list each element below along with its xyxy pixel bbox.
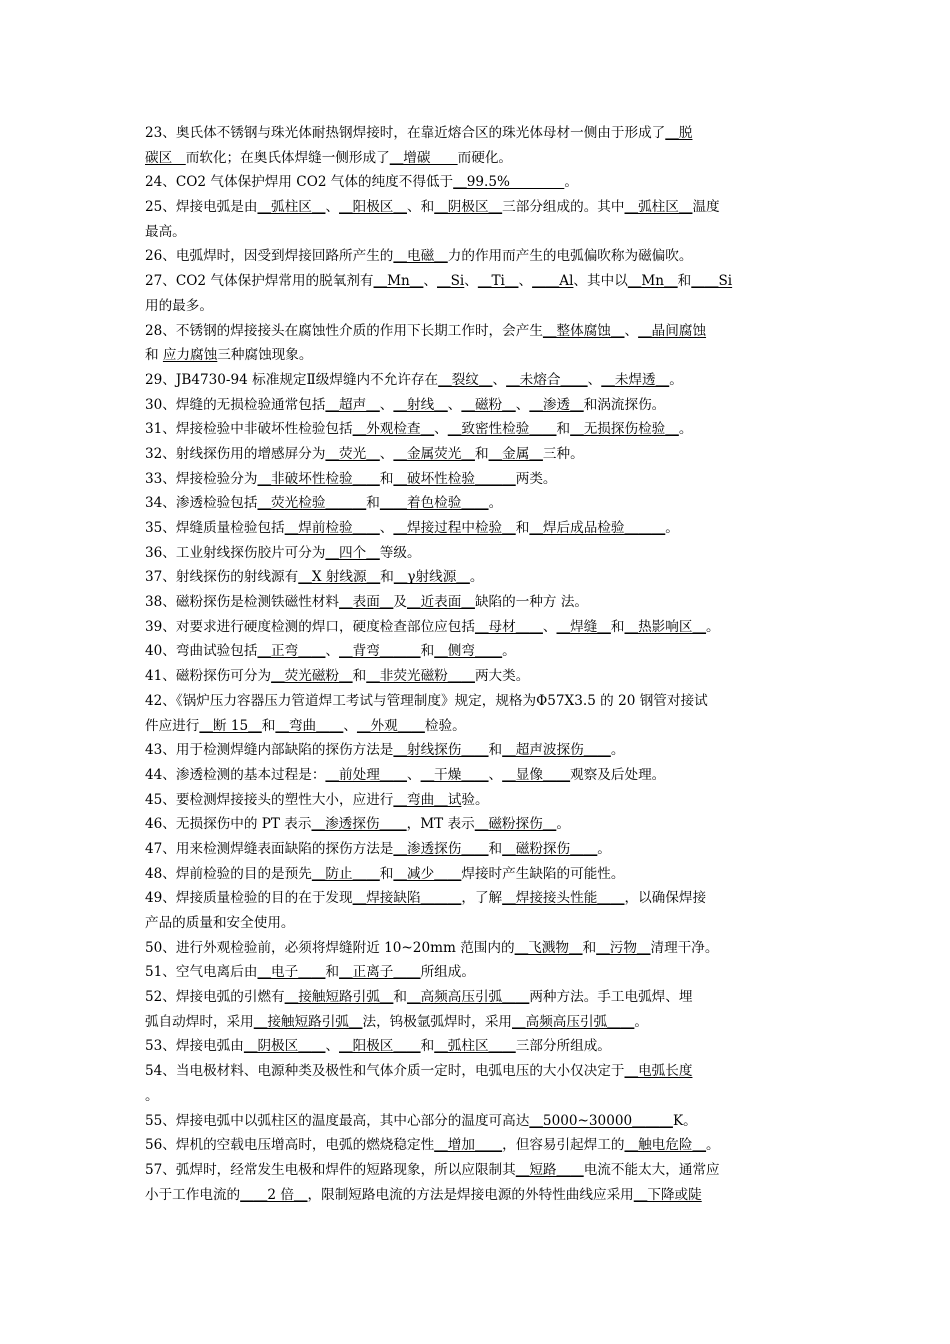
- text-line: [145, 121, 809, 146]
- line-text: 。: [502, 643, 516, 660]
- line-text: 和: [325, 964, 340, 981]
- answer-blank: ＿四个＿: [325, 544, 380, 561]
- line-text: 和: [582, 939, 597, 956]
- text-line: [145, 294, 809, 319]
- line-text: 。: [706, 1137, 720, 1154]
- answer-blank: ＿非荧光磁粉＿＿: [366, 668, 475, 685]
- answer-blank: ＿金属荧光＿: [393, 445, 475, 462]
- line-text: 和: [366, 495, 380, 512]
- line-text: 和: [420, 1038, 435, 1055]
- line-text: 42、《锅炉压力容器压力管道焊工考试与管理制度》规定，规格为Φ57X3.5 的 20 钢管对接试: [145, 692, 708, 709]
- line-text: 31、焊接检验中非破坏性检验包括: [145, 421, 353, 438]
- line-text: 两大类。: [474, 668, 530, 685]
- text-line: [145, 1133, 809, 1158]
- line-text: 。: [564, 174, 578, 191]
- line-text: 温度: [692, 199, 720, 216]
- answer-blank: ＿侧弯＿＿: [434, 643, 503, 660]
- answer-blank: ＿γ射线源＿: [393, 569, 470, 586]
- line-text: 、: [492, 371, 507, 388]
- line-text: 47、用来检测焊缝表面缺陷的探伤方法是: [145, 840, 394, 857]
- line-text: 而硬化。: [457, 149, 513, 166]
- line-text: ，以确保焊接: [624, 890, 707, 907]
- text-line: [145, 639, 809, 664]
- line-text: 44、渗透检测的基本过程是：: [145, 766, 326, 783]
- text-line: [145, 1109, 809, 1134]
- line-text: ，限制短路电流的方法是焊接电源的外特性曲线应采用: [307, 1186, 634, 1203]
- line-text: 、和: [407, 199, 435, 216]
- answer-blank: ＿Mn＿: [627, 273, 678, 290]
- line-text: 54、当电极材料、电源种类及极性和气体介质一定时，电弧电压的大小仅决定于: [145, 1063, 625, 1080]
- answer-blank: ＿荧光磁粉＿: [271, 668, 353, 685]
- line-text: 57、弧焊时，经常发生电极和焊件的短路现象，所以应限制其: [145, 1161, 516, 1178]
- line-text: 、: [325, 199, 340, 216]
- line-text: 、: [515, 396, 530, 413]
- line-text: 和: [420, 643, 435, 660]
- answer-blank: ＿下降或陡: [633, 1186, 702, 1203]
- answer-blank: ＿正离子＿＿: [339, 964, 421, 981]
- line-text: 。: [610, 742, 625, 759]
- line-text: 和: [556, 421, 571, 438]
- answer-blank: ＿Si: [437, 273, 465, 290]
- line-text: 和: [677, 273, 692, 290]
- answer-blank: ＿弧柱区＿: [624, 199, 693, 216]
- answer-blank: ＿＿2 倍＿: [240, 1186, 308, 1203]
- text-line: [145, 1183, 809, 1208]
- line-text: 和: [261, 717, 276, 734]
- text-line: [145, 1158, 809, 1183]
- line-text: 三种。: [542, 445, 584, 462]
- answer-blank: ＿99.5%: [453, 174, 565, 191]
- text-line: [145, 170, 809, 195]
- line-text: 41、磁粉探伤可分为: [145, 668, 272, 685]
- answer-blank: ＿前处理＿＿: [325, 766, 407, 783]
- line-text: 三部分所组成。: [515, 1038, 611, 1055]
- answer-blank: ＿阳极区＿＿: [339, 1038, 421, 1055]
- answer-blank: ＿焊后成品检验＿＿＿: [529, 520, 666, 536]
- text-line: [145, 911, 809, 936]
- text-line: [145, 393, 809, 418]
- line-text: 产品的质量和安全使用。: [145, 915, 295, 931]
- line-text: 最高。: [145, 223, 186, 240]
- line-text: 三种腐蚀现象。: [217, 347, 313, 364]
- line-text: 和: [488, 742, 503, 759]
- line-text: 、: [518, 273, 533, 290]
- answer-blank: ＿短路＿＿: [515, 1161, 584, 1178]
- text-line: [145, 491, 809, 516]
- answer-blank: ＿电磁＿: [393, 248, 448, 265]
- line-text: 两类。: [515, 470, 557, 487]
- answer-blank: ＿焊接接头性能＿＿: [502, 890, 625, 907]
- text-line: [145, 664, 809, 689]
- line-text: 24、CO2 气体保护焊用 CO2 气体的纯度不得低于: [145, 174, 454, 191]
- line-text: 、: [464, 273, 478, 290]
- line-text: 弧自动焊时，采用: [145, 1013, 254, 1030]
- line-text: 、: [406, 766, 421, 783]
- text-line: [145, 886, 809, 911]
- line-text: 。: [706, 618, 720, 635]
- line-text: 和: [488, 840, 503, 857]
- line-text: 用的最多。: [145, 297, 213, 314]
- line-text: 、: [624, 322, 639, 339]
- line-text: 及: [393, 594, 407, 611]
- text-line: [145, 985, 809, 1010]
- text-line: [145, 244, 809, 269]
- line-text: 。: [634, 1013, 648, 1030]
- text-line: [145, 837, 809, 862]
- line-text: 和: [393, 989, 407, 1006]
- answer-blank: ＿弧柱区＿: [257, 199, 326, 216]
- line-text: 和: [145, 347, 163, 364]
- text-line: [145, 788, 809, 813]
- answer-blank: ＿Mn＿: [373, 273, 424, 290]
- line-text: 26、电弧焊时，因受到焊接回路所产生的: [145, 248, 394, 265]
- answer-blank: ＿外观＿＿: [356, 717, 425, 734]
- line-text: 29、JB4730-94 标准规定Ⅱ级焊缝内不允许存在: [145, 371, 439, 388]
- line-text: 焊接时产生缺陷的可能性。: [461, 865, 625, 882]
- answer-blank: ＿＿Si: [691, 273, 733, 290]
- answer-blank: ＿高频高压引弧＿＿: [512, 1013, 635, 1030]
- answer-blank: ＿增碳: [389, 149, 458, 166]
- line-text: 25、焊接电弧是由: [145, 199, 258, 216]
- text-line: [145, 220, 809, 245]
- text-line: [145, 936, 809, 961]
- line-text: 、: [379, 396, 394, 413]
- answer-blank: ＿近表面＿: [406, 594, 475, 611]
- line-text: 53、焊接电弧由: [145, 1038, 244, 1055]
- answer-blank: ＿触电危险＿: [624, 1137, 707, 1154]
- line-text: 32、射线探伤用的增感屏分为: [145, 445, 326, 462]
- line-text: 、: [423, 273, 437, 290]
- answer-blank: ＿无损探伤检验＿: [570, 421, 679, 438]
- text-line: [145, 590, 809, 615]
- line-text: 。: [556, 816, 570, 833]
- text-line: [145, 565, 809, 590]
- answer-blank: ＿显像＿＿: [502, 766, 571, 783]
- answer-blank: ＿正弯＿＿: [257, 643, 326, 660]
- answer-blank: ＿脱: [665, 125, 693, 141]
- line-text: 55、焊接电弧中以弧柱区的温度最高，其中心部分的温度可高达: [145, 1112, 530, 1129]
- answer-blank: ＿电弧长度: [624, 1063, 693, 1080]
- line-text: 、: [587, 371, 602, 388]
- answer-blank: ＿磁粉探伤＿＿: [502, 840, 598, 857]
- line-text: ，了解: [461, 890, 503, 907]
- answer-blank: ＿飞溅物＿: [514, 939, 583, 956]
- answer-blank: ＿金属＿: [488, 445, 543, 462]
- line-text: 38、磁粉探伤是检测铁磁性材料: [145, 594, 340, 611]
- answer-blank: ＿磁粉探伤＿: [474, 816, 557, 833]
- answer-blank: ＿射线＿: [393, 396, 448, 413]
- line-text: 力的作用而产生的电弧偏吹称为磁偏吹。: [447, 248, 693, 265]
- line-text: 和涡流探伤。: [583, 396, 666, 413]
- answer-blank: ＿未熔合＿＿: [506, 371, 588, 388]
- line-text: 和: [379, 865, 394, 882]
- line-text: 33、焊接检验分为: [145, 470, 258, 487]
- text-line: [145, 862, 809, 887]
- line-text: 23、奥氏体不锈钢与珠光体耐热钢焊接时，在靠近熔合区的珠光体母材一侧由于形成了: [145, 125, 666, 141]
- line-text: 56、焊机的空载电压增高时，电弧的燃烧稳定性: [145, 1137, 435, 1154]
- text-line: [145, 714, 809, 739]
- line-text: 39、对要求进行硬度检测的焊口，硬度检查部位应包括: [145, 618, 475, 635]
- text-line: [145, 1084, 809, 1109]
- text-line: [145, 516, 809, 541]
- text-line: [145, 615, 809, 640]
- line-text: 、: [343, 717, 357, 734]
- text-line: [145, 146, 809, 171]
- text-line: [145, 442, 809, 467]
- line-text: 、: [379, 445, 394, 462]
- answer-blank: ＿X 射线源＿: [298, 569, 381, 586]
- line-text: 34、渗透检验包括: [145, 495, 258, 512]
- text-line: [145, 343, 809, 368]
- line-text: 所组成。: [420, 964, 475, 981]
- answer-blank: ＿射线探伤＿＿: [393, 742, 489, 759]
- answer-blank: ＿致密性检验＿＿: [447, 421, 557, 438]
- answer-blank: ＿断 15＿: [199, 717, 262, 734]
- answer-blank: ＿阴极区＿＿: [243, 1038, 326, 1055]
- line-text: 和: [474, 445, 489, 462]
- answer-blank: ＿Ti＿: [477, 273, 519, 290]
- line-text: 50、进行外观检验前，必须将焊缝附近 10~20mm 范围内的: [145, 939, 515, 956]
- line-text: 40、弯曲试验包括: [145, 643, 258, 660]
- line-text: 等级。: [379, 544, 421, 561]
- line-text: 、: [379, 520, 394, 536]
- answer-blank: ＿破坏性检验＿＿＿: [393, 470, 516, 487]
- line-text: 43、用于检测焊缝内部缺陷的探伤方法是: [145, 742, 394, 759]
- line-text: 。: [669, 371, 683, 388]
- line-text: 。: [469, 569, 484, 586]
- line-text: 46、无损探伤中的 PT 表示: [145, 816, 312, 833]
- answer-blank: ＿整体腐蚀＿: [542, 322, 625, 339]
- answer-blank: ＿增加＿＿: [434, 1137, 503, 1154]
- answer-blank: ＿渗透探伤＿＿: [393, 840, 489, 857]
- answer-blank: ＿超声＿: [325, 396, 380, 413]
- line-text: 。: [678, 421, 693, 438]
- line-text: 和: [515, 520, 530, 536]
- answer-blank: ＿裂纹＿: [438, 371, 493, 388]
- answer-blank: ＿焊前检验＿＿: [284, 520, 380, 536]
- answer-blank: 应力腐蚀: [162, 347, 218, 364]
- answer-blank: ＿非破坏性检验＿＿: [257, 470, 380, 487]
- line-text: 。: [488, 495, 503, 512]
- line-text: 、其中以: [573, 273, 628, 290]
- line-text: 清理干净。: [650, 939, 719, 956]
- line-text: 验。: [461, 791, 489, 808]
- text-line: [145, 812, 809, 837]
- answer-blank: ＿焊缝＿: [556, 618, 611, 635]
- answer-blank: ＿背弯＿＿＿: [339, 643, 421, 660]
- answer-blank: ＿污物＿: [596, 939, 651, 956]
- line-text: 检验。: [424, 717, 466, 734]
- line-text: 49、焊接质量检验的目的在于发现: [145, 890, 353, 907]
- answer-blank: ＿磁粉＿: [461, 396, 516, 413]
- answer-blank: ＿荧光＿: [325, 445, 380, 462]
- line-text: 和: [610, 618, 625, 635]
- line-text: 、: [325, 1038, 340, 1055]
- line-text: 37、射线探伤的射线源有: [145, 569, 299, 586]
- text-line: [145, 738, 809, 763]
- line-text: ，MT 表示: [406, 816, 475, 833]
- text-line: [145, 1010, 809, 1035]
- answer-blank: ＿焊接过程中检验＿: [393, 520, 516, 536]
- line-text: 法，钨极氩弧焊时，采用: [362, 1013, 513, 1030]
- text-line: [145, 960, 809, 985]
- line-text: 观察及后处理。: [570, 766, 666, 783]
- answer-blank: ＿防止＿＿: [311, 865, 380, 882]
- text-line: [145, 541, 809, 566]
- line-text: 和: [352, 668, 367, 685]
- answer-blank: ＿干燥＿＿: [420, 766, 489, 783]
- answer-blank: ＿外观检查＿: [352, 421, 435, 438]
- answer-blank: ＿渗透探伤＿＿: [311, 816, 407, 833]
- line-text: 30、焊缝的无损检验通常包括: [145, 396, 326, 413]
- line-text: 。: [665, 520, 679, 536]
- text-line: [145, 689, 809, 714]
- text-line: [145, 368, 809, 393]
- line-text: 、: [325, 643, 340, 660]
- line-text: 28、不锈钢的焊接接头在腐蚀性介质的作用下长期工作时，会产生: [145, 322, 543, 339]
- line-text: 和: [379, 470, 394, 487]
- text-line: [145, 1034, 809, 1059]
- line-text: 27、CO2 气体保护焊常用的脱氧剂有: [145, 273, 374, 290]
- line-text: 和: [380, 569, 394, 586]
- answer-blank: ＿超声波探伤＿＿: [502, 742, 611, 759]
- text-line: [145, 763, 809, 788]
- answer-blank: ＿弧柱区＿＿: [434, 1038, 516, 1055]
- line-text: K。: [672, 1112, 697, 1129]
- answer-blank: ＿未焊透＿: [601, 371, 670, 388]
- line-text: 35、焊缝质量检验包括: [145, 520, 285, 536]
- line-text: ，但容易引起焊工的: [502, 1137, 625, 1154]
- line-text: 而软化；在奥氏体焊缝一侧形成了: [185, 149, 390, 166]
- line-text: 、: [488, 766, 503, 783]
- line-text: 36、工业射线探伤胶片可分为: [145, 544, 326, 561]
- answer-blank: ＿接触短路引弧＿: [253, 1013, 363, 1030]
- answer-blank: ＿电子＿＿: [257, 964, 326, 981]
- answer-blank: ＿弯曲＿＿: [275, 717, 344, 734]
- answer-blank: ＿弯曲＿试: [393, 791, 462, 808]
- line-text: 三部分组成的。其中: [502, 199, 625, 216]
- text-line: [145, 1059, 809, 1084]
- line-text: 、: [542, 618, 557, 635]
- text-line: [145, 319, 809, 344]
- text-line: [145, 467, 809, 492]
- text-line: [145, 269, 809, 294]
- answer-blank: ＿晶间腐蚀: [638, 322, 707, 339]
- line-text: 电流不能太大，通常应: [583, 1161, 720, 1178]
- answer-blank: ＿减少＿＿: [393, 865, 462, 882]
- line-text: 。: [145, 1087, 159, 1104]
- document-body: [145, 121, 809, 1207]
- answer-blank: ＿荧光检验＿＿＿: [257, 495, 367, 512]
- line-text: 缺陷的一种方 法。: [474, 594, 589, 611]
- answer-blank: ＿高频高压引弧＿＿: [406, 989, 530, 1006]
- line-text: 两种方法。手工电弧焊、埋: [529, 989, 693, 1006]
- answer-blank: ＿母材＿＿: [474, 618, 543, 635]
- answer-blank: ＿焊接缺陷＿＿＿: [352, 890, 462, 907]
- line-text: 、: [447, 396, 462, 413]
- line-text: 52、焊接电弧的引燃有: [145, 989, 285, 1006]
- line-text: 、: [434, 421, 448, 438]
- line-text: 51、空气电离后由: [145, 964, 258, 981]
- answer-blank: ＿接触短路引弧＿: [284, 989, 394, 1006]
- answer-blank: ＿渗透＿: [529, 396, 584, 413]
- answer-blank: ＿5000~30000＿＿＿: [529, 1112, 673, 1129]
- line-text: 48、焊前检验的目的是预先: [145, 865, 312, 882]
- answer-blank: 碳区: [145, 149, 186, 166]
- answer-blank: ＿热影响区＿: [624, 618, 707, 635]
- answer-blank: ＿表面＿: [339, 594, 394, 611]
- line-text: 。: [597, 840, 611, 857]
- text-line: [145, 195, 809, 220]
- line-text: 小于工作电流的: [145, 1186, 241, 1203]
- text-line: [145, 417, 809, 442]
- answer-blank: ＿阴极区＿: [434, 199, 503, 216]
- answer-blank: ＿阳极区＿: [339, 199, 407, 216]
- answer-blank: ＿＿Al: [532, 273, 574, 290]
- line-text: 件应进行: [145, 717, 200, 734]
- answer-blank: ＿＿着色检验＿＿: [379, 495, 489, 512]
- line-text: 45、要检测焊接接头的塑性大小，应进行: [145, 791, 394, 808]
